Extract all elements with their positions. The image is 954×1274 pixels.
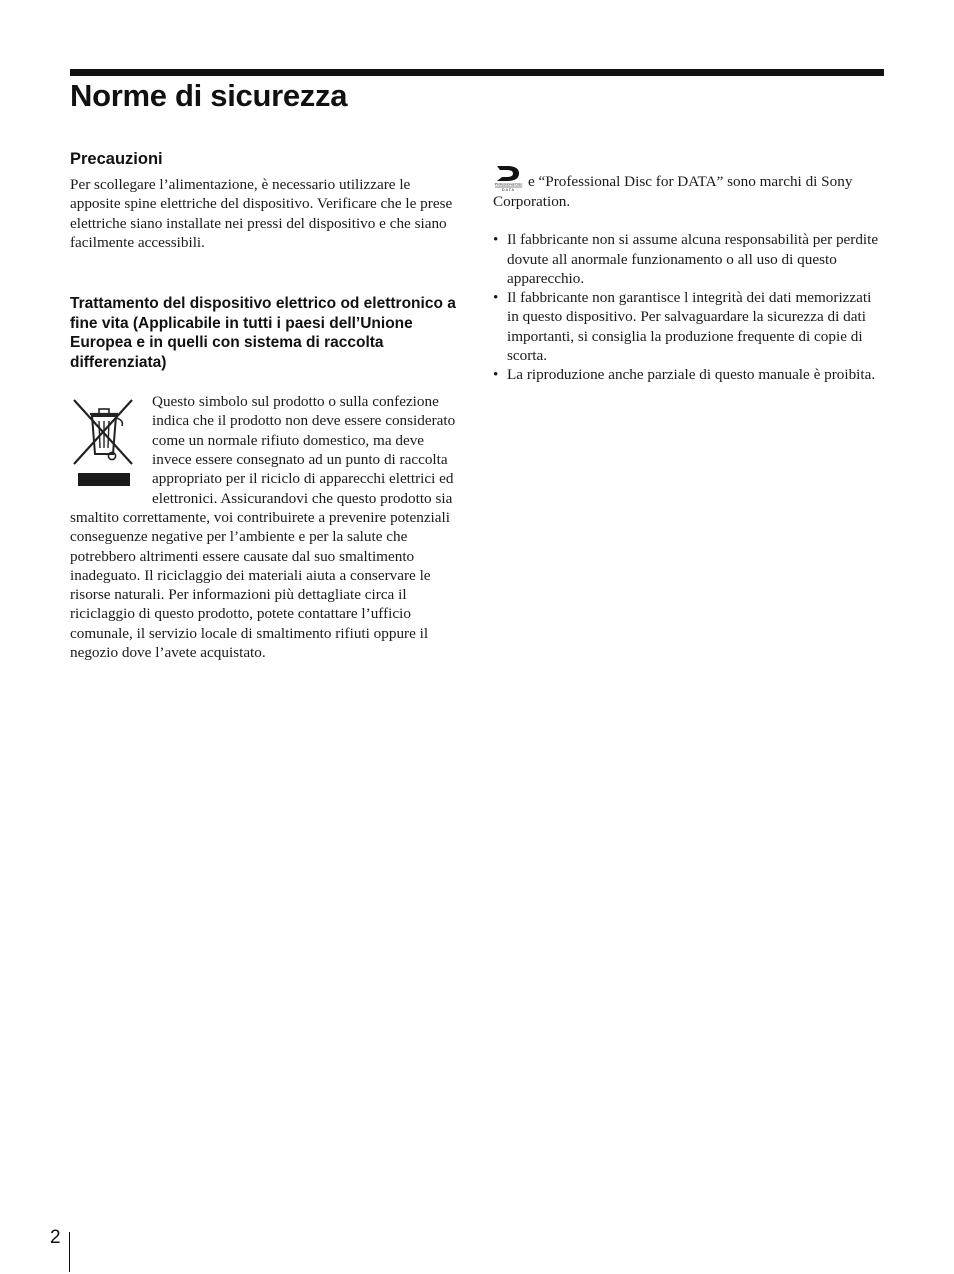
left-column: [70, 150, 462, 662]
page-number: 2: [50, 1227, 61, 1248]
trademark-text: e “Professional Disc for DATA” sono marchi di Sony Corporation.: [493, 173, 853, 210]
page-number-rule: [69, 1232, 70, 1272]
disclaimer-list: [493, 230, 885, 384]
disposal-paragraph: Questo simbolo sul prodotto o sulla confezione indica che il prodotto non deve essere considerato come un normale rifiuto domestico, ma deve invece essere consegnato ad un punto di raccolta appropriato per il riciclo di apparecchi elettrici ed elettronici. Assicurandovi che questo prodotto sia smaltito correttamente, voi contribuirete a prevenire potenziali conseguenze negative per l’ambiente e per la salute che potrebbero altrimenti essere causate dal suo smaltimento inadeguato. Il riciclaggio dei materiali aiuta a conservare le risorse naturali. Per informazioni più dettagliate circa il riciclaggio di questo prodotto, potete contattare l’ufficio comunale, il servizio locale di smaltimento rifiuti oppure il negozio dove l’avete acquistato.: [70, 393, 456, 662]
title-rule: [70, 69, 884, 76]
svg-text:Professional Disc: Professional Disc: [494, 182, 523, 187]
crossed-out-wheelie-bin-icon: [70, 396, 138, 488]
list-item: [493, 288, 885, 365]
precautions-heading: Precauzioni: [70, 150, 163, 168]
trademark-notice: [493, 164, 885, 211]
list-item-text: Il fabbricante non garantisce l integrità dei dati memorizzati in questo dispositivo. Per salvaguardare la sicurezza di dati importanti, si consiglia la produzione frequente di copie di scorta.: [507, 289, 872, 365]
list-item-text: Il fabbricante non si assume alcuna responsabilità per perdite dovute all anormale funzionamento o all uso di questo apparecchio.: [507, 231, 879, 287]
list-item: [493, 365, 885, 384]
disposal-section: [70, 392, 462, 662]
list-item: [493, 230, 885, 288]
professional-disc-for-data-logo: [493, 164, 524, 192]
bullet-mark: •: [493, 366, 499, 384]
svg-text:DATA: DATA: [501, 188, 516, 192]
list-item-text: La riproduzione anche parziale di questo manuale è proibita.: [507, 366, 876, 384]
bullet-mark: •: [493, 289, 499, 307]
bullet-mark: •: [493, 231, 499, 249]
disposal-heading: Trattamento del dispositivo elettrico od elettronico a fine vita (Applicabile in tutti i paesi dell’Unione Europea e in quelli con sistema di raccolta differenziata): [70, 295, 456, 371]
precautions-paragraph: Per scollegare l’alimentazione, è necessario utilizzare le apposite spine elettriche del dispositivo. Verificare che le prese elettriche siano installate nei pressi del dispositivo e che siano facilmente accessibili.: [70, 176, 453, 251]
page-title: Norme di sicurezza: [70, 78, 348, 113]
right-column: [493, 164, 885, 385]
